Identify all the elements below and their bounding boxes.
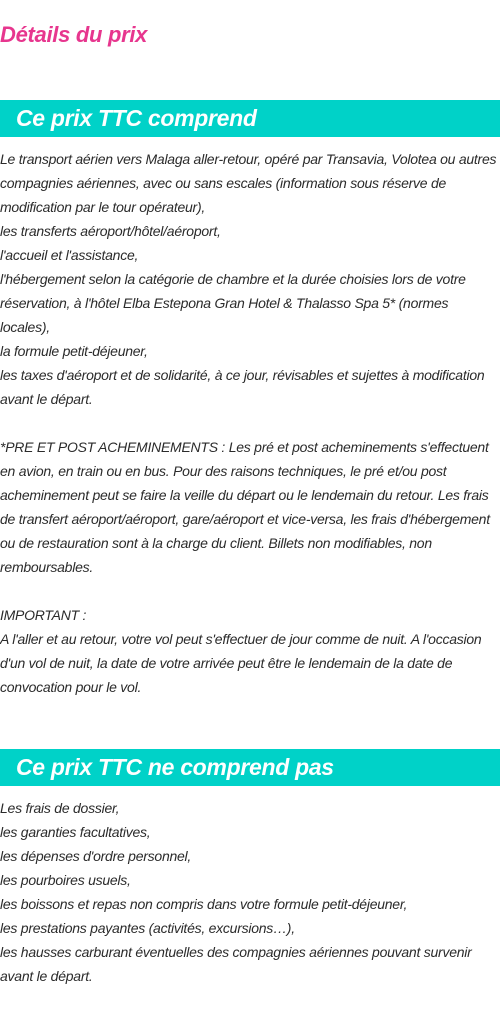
excludes-item: les garanties facultatives, — [0, 824, 151, 840]
pre-post-transport-note: *PRE ET POST ACHEMINEMENTS : Les pré et post acheminements s'effectuent en avion, en train ou en bus. Pour des raisons techniques, le pré et/ou post acheminement peut se faire la veille du départ ou le lendemain du retour. Les frais de transfert aéroport/aéroport, gare/aéroport et vice-versa, les frais d'hébergement ou de restauration sont à la charge du client. Billets non modifiables, non remboursables. — [0, 439, 490, 575]
includes-item: l'hébergement selon la catégorie de chambre et la durée choisies lors de votre réservation, à l'hôtel Elba Estepona Gran Hotel & Thalasso Spa 5* (normes locales), — [0, 271, 466, 335]
includes-item: les transferts aéroport/hôtel/aéroport, — [0, 223, 221, 239]
excludes-item: les hausses carburant éventuelles des compagnies aériennes pouvant survenir avant le départ. — [0, 944, 472, 984]
includes-item: la formule petit-déjeuner, — [0, 343, 148, 359]
excludes-item: les boissons et repas non compris dans votre formule petit-déjeuner, — [0, 896, 408, 912]
paragraph-spacer — [0, 411, 500, 435]
includes-section-header: Ce prix TTC comprend — [0, 100, 500, 137]
excludes-item: Les frais de dossier, — [0, 800, 120, 816]
includes-item: Le transport aérien vers Malaga aller-retour, opéré par Transavia, Volotea ou autres compagnies aériennes, avec ou sans escales (information sous réserve de modification par le tour opérateur), — [0, 151, 497, 215]
excludes-item: les pourboires usuels, — [0, 872, 131, 888]
includes-section-body — [0, 147, 500, 699]
excludes-item: les prestations payantes (activités, excursions…), — [0, 920, 295, 936]
excludes-item: les dépenses d'ordre personnel, — [0, 848, 192, 864]
includes-item: l'accueil et l'assistance, — [0, 247, 139, 263]
excludes-section-body — [0, 796, 500, 988]
includes-item: les taxes d'aéroport et de solidarité, à ce jour, révisables et sujettes à modification avant le départ. — [0, 367, 485, 407]
excludes-section-header: Ce prix TTC ne comprend pas — [0, 749, 500, 786]
page-title: Détails du prix — [0, 22, 148, 47]
important-label: IMPORTANT : — [0, 607, 87, 623]
important-text: A l'aller et au retour, votre vol peut s'effectuer de jour comme de nuit. A l'occasion d'un vol de nuit, la date de votre arrivée peut être le lendemain de la date de convocation pour le vol. — [0, 631, 482, 695]
paragraph-spacer — [0, 579, 500, 603]
